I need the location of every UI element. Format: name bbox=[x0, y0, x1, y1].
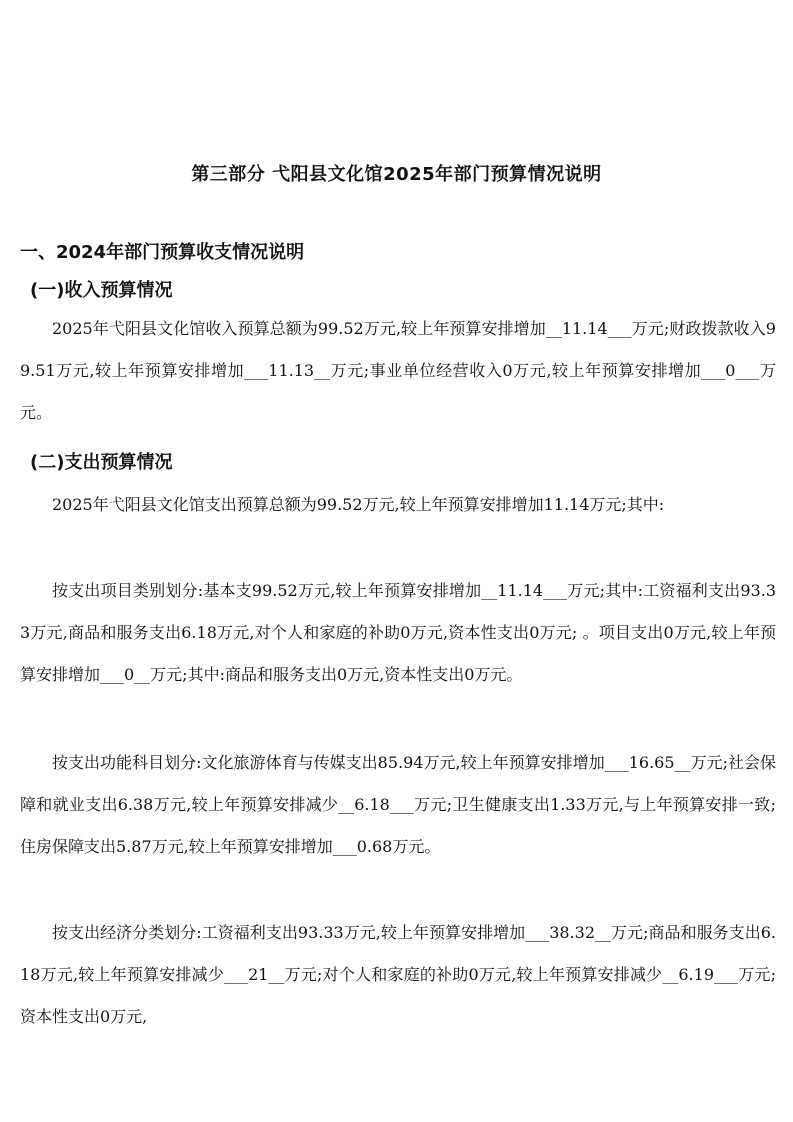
subsection-heading-income: (一)收入预算情况 bbox=[30, 280, 173, 301]
expenditure-by-project-paragraph: 按支出项目类别划分:基本支99.52万元,较上年预算安排增加__11.14___万元;其中:工资福利支出93.33万元,商品和服务支出6.18万元,对个人和家庭的补助0万元,资本性支出0万元; 。项目支出0万元,较上年预算安排增加___0__万元;其中:商品和服务支出0万元,资本性支出0万元。 bbox=[20, 581, 776, 684]
expenditure-by-function-paragraph: 按支出功能科目划分:文化旅游体育与传媒支出85.94万元,较上年预算安排增加___16.65__万元;社会保障和就业支出6.38万元,较上年预算安排减少__6.18___万元;卫生健康支出1.33万元,与上年预算安排一致;住房保障支出5.87万元,较上年预算安排增加___0.68万元。 bbox=[20, 753, 776, 856]
section-heading-budget-overview: 一、2024年部门预算收支情况说明 bbox=[20, 242, 305, 263]
expenditure-total-paragraph: 2025年弋阳县文化馆支出预算总额为99.52万元,较上年预算安排增加11.14万元;其中: bbox=[52, 495, 665, 514]
expenditure-by-economic-paragraph: 按支出经济分类划分:工资福利支出93.33万元,较上年预算安排增加___38.32__万元;商品和服务支出6.18万元,较上年预算安排减少___21__万元;对个人和家庭的补助0万元,较上年预算安排减少__6.19___万元;资本性支出0万元, bbox=[20, 923, 776, 1026]
document-title: 第三部分 弋阳县文化馆2025年部门预算情况说明 bbox=[191, 164, 602, 185]
subsection-heading-expenditure: (二)支出预算情况 bbox=[30, 452, 173, 473]
income-paragraph: 2025年弋阳县文化馆收入预算总额为99.52万元,较上年预算安排增加__11.14___万元;财政拨款收入99.51万元,较上年预算安排增加___11.13__万元;事业单位经营收入0万元,较上年预算安排增加___0___万元。 bbox=[20, 319, 776, 422]
